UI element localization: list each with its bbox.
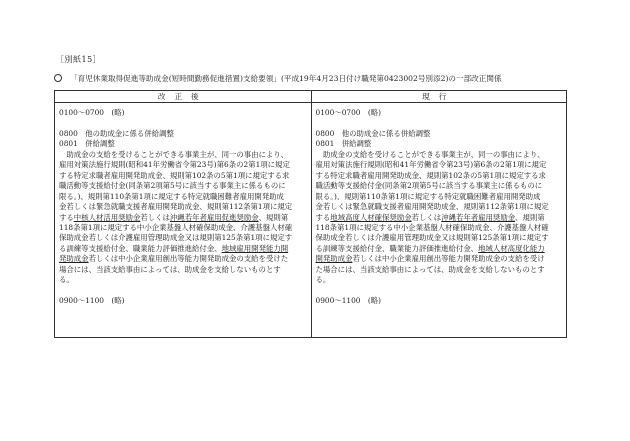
after-body-text [59,150,308,286]
amended-text: 地域高度人材確保奨励金 [330,212,412,222]
text-segment: 雇用対策法施行規則(昭和41年労働省令第23号)第6条の2第1項に規定 [315,160,547,170]
before-range-omitted-bottom: 0900～1100 (略) [315,296,382,306]
amended-text: 地域雇用開発能力開 [221,243,289,253]
text-segment: 、規則第 [258,212,289,222]
table-header-row [55,91,567,103]
text-line [316,265,564,275]
text-segment: 118条第1項に規定する中小企業基盤人材確保助成金、介護基盤人材確 [59,222,293,232]
text-segment: 場合には、当該支給事由によっては、助成金を支給しないものとす [59,264,281,274]
before-section-title: 0800 他の助成金に係る併給調整 [315,128,431,138]
after-range-omitted-top: 0100～0700 (略) [59,108,125,117]
text-segment: 雇用対策法施行規則(昭和41年労働省令第23号)第6条の2第1項に規定 [59,160,290,170]
before-subsection-title: 0801 併給調整 [315,139,372,149]
text-segment: 、規則第 [515,212,545,222]
text-segment: る訓練等支援給付金、職業能力評価推進給付金、 [315,243,479,253]
text-segment: る訓練等支援給付金、職業能力評価推進給付金、 [59,243,222,253]
text-segment: る。 [315,275,331,285]
text-segment: 職活動等支援給付金(同条第2項第5号に該当する事業主に係るものに [315,181,543,191]
text-segment: 若しくは中小企業雇用創出等能力開発助成金の支給を受け [352,254,545,264]
amended-text: 地域人材高度化能力 [478,243,545,253]
text-line [59,244,308,254]
text-segment: 限る。)、規則第110条第1項に規定する特定就職困難者雇用開発助成 [315,191,541,201]
after-column-cell [55,103,312,338]
text-segment: する特定求職者雇用開発助成金、規則第102条の5第1項に規定する求 [315,170,546,180]
column-header-before: 現行 [311,91,567,103]
text-line [59,223,308,233]
text-line [59,254,308,264]
attachment-label: ［別紙15］ [56,55,102,64]
text-line [59,181,308,191]
bullet-circle-icon [54,74,62,82]
amended-text: 沖縄若年者雇用奨励金 [441,212,516,222]
amended-text: 開発助成金 [315,254,353,264]
text-segment: 金若しくは緊急就職支援者雇用開発助成金、規則第112条第1項に規定 [315,202,549,212]
text-segment: 保助成金若しくは介護雇用管理助成金又は規則第125条第1項に規定す [59,233,293,243]
text-line [316,233,564,243]
before-column-cell [311,103,567,338]
document-heading [54,73,502,84]
heading-text: 「育児休業取得促進等助成金(短時間勤務促進措置)支給要領」(平成19年4月23日付け職発第0423002号別添2)の一部改正関係 [70,74,502,83]
text-line [59,171,308,181]
text-line [316,150,564,160]
text-line [316,202,564,212]
before-body-text [316,150,564,286]
table-body-row [55,103,567,338]
text-segment: 金若しくは緊急就職支援者雇用開発助成金、規則第112条第1項に規定 [59,202,293,212]
text-segment: 若しくは中小企業雇用創出等能力開発助成金の支給を受けた [88,254,289,264]
text-segment: 若しくは [411,212,442,222]
text-line [59,233,308,243]
text-segment: する特定求職者雇用開発助成金、規則第102条の5第1項に規定する求 [59,170,290,180]
after-subsection-title: 0801 併給調整 [59,139,115,149]
text-line [316,160,564,170]
text-line [316,171,564,181]
text-segment: 職活動等支援給付金(同条第2項第5号に該当する事業主に係るものに [59,181,286,191]
after-range-omitted-bottom: 0900～1100 (略) [59,296,125,306]
text-segment: 若しくは [140,212,170,222]
after-section-title: 0800 他の助成金に係る併給調整 [59,128,174,138]
text-line [316,254,564,264]
text-line [59,275,308,285]
text-segment: する [315,212,331,222]
text-segment: する [59,212,74,222]
amended-text: 発助成金 [59,254,89,264]
text-line [316,244,564,254]
text-line [316,275,564,285]
text-line [59,202,308,212]
text-segment: 保助成金若しくは介護雇用管理助成金又は規則第125条第1項に規定す [315,233,549,243]
amended-text: 中核人材活用奨励金 [73,212,141,222]
text-line [316,192,564,202]
text-line [316,223,564,233]
text-line [59,150,308,160]
before-range-omitted-top: 0100～0700 (略) [315,108,382,117]
text-line [59,192,308,202]
comparison-table [54,90,567,338]
text-line [59,213,308,223]
text-line [316,181,564,191]
text-segment: 助成金の支給を受けることができる事業主が、同一の事由により、 [59,149,289,159]
text-line [59,160,308,170]
text-segment: た場合には、当該支給事由によっては、助成金を支給しないものとす [315,264,545,274]
text-segment: る。 [59,275,74,285]
amended-text: 沖縄若年者雇用促進奨励金 [169,212,259,222]
text-line [316,213,564,223]
column-header-after: 改正後 [55,91,312,103]
text-segment: 限る。)、規則第110条第1項に規定する特定就職困難者雇用開発助成 [59,191,284,201]
text-line [59,265,308,275]
text-segment: 助成金の支給を受けることができる事業主が、同一の事由により、 [315,149,545,159]
text-segment: 118条第1項に規定する中小企業基盤人材確保助成金、介護基盤人材確 [315,222,549,232]
